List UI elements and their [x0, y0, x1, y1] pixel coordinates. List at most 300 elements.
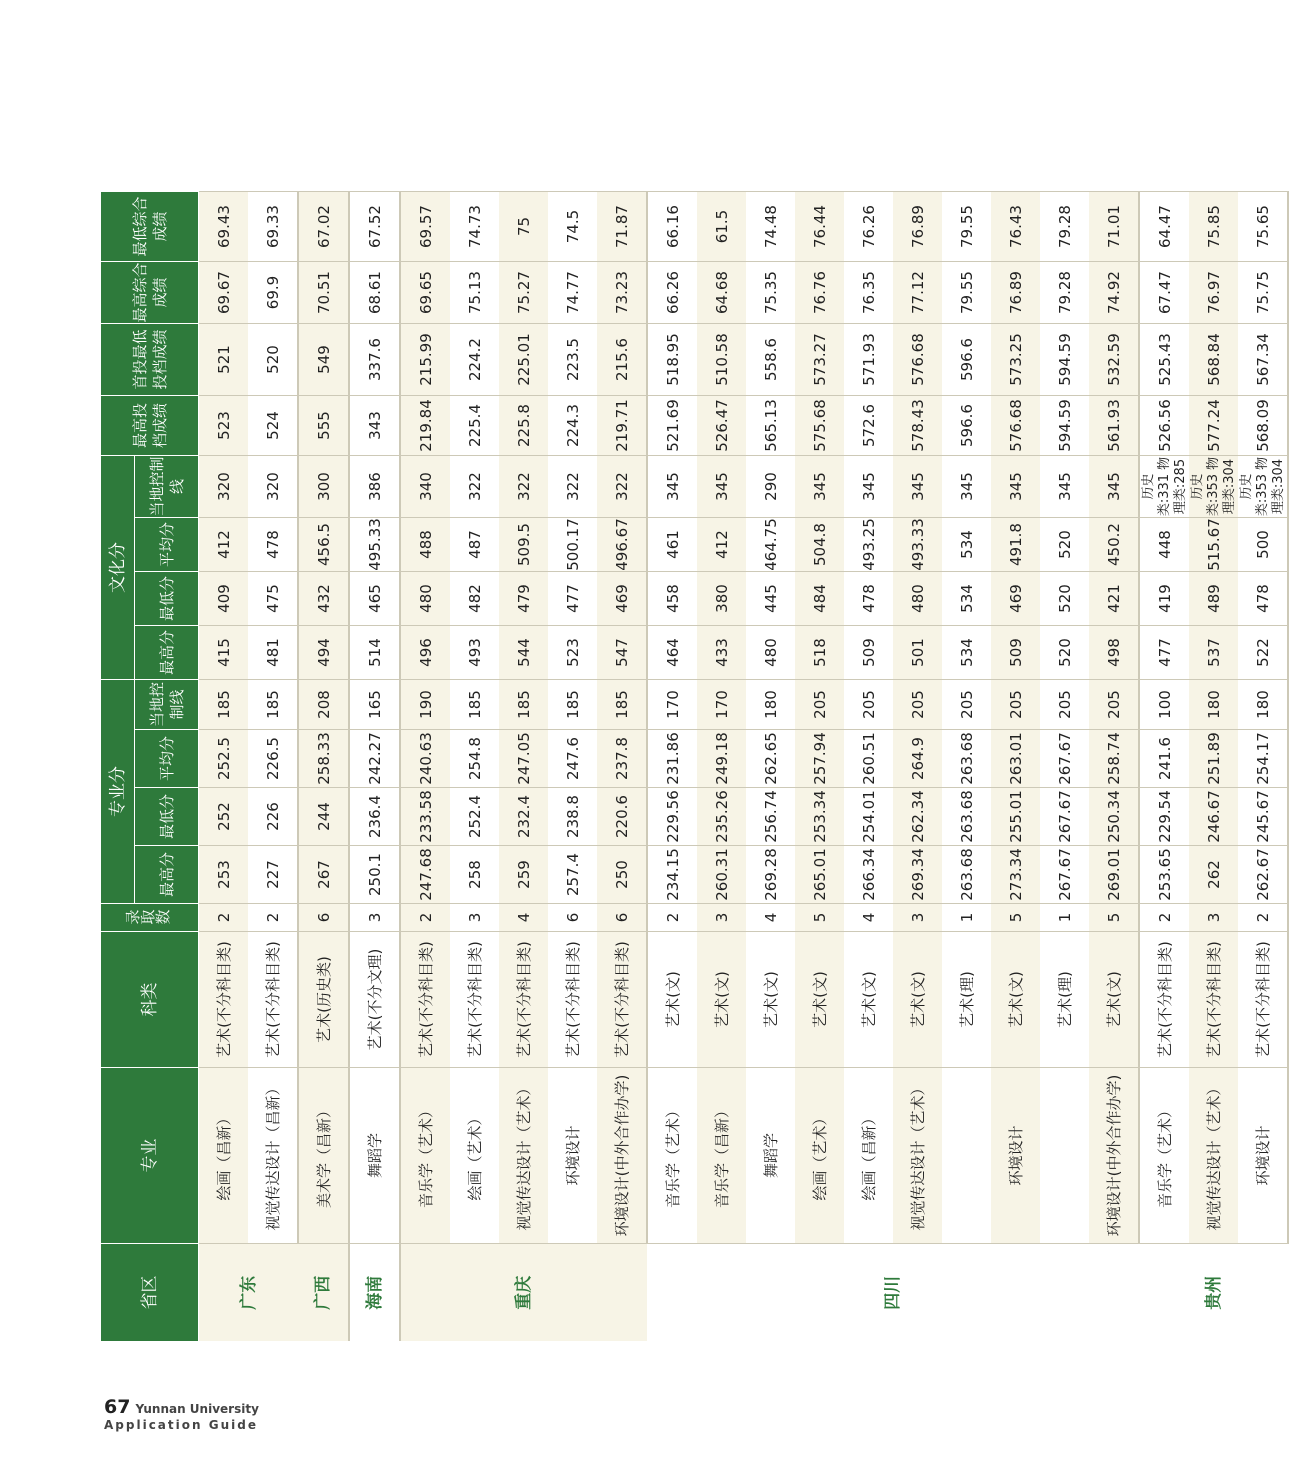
cult-max-cell: 509	[844, 626, 893, 680]
prof-avg-cell: 254.17	[1238, 730, 1288, 788]
prof-min-cell: 246.67	[1189, 788, 1238, 846]
prof-max-cell: 258	[450, 846, 499, 904]
cult-line-cell: 345	[991, 456, 1040, 518]
admitted-cell: 3	[697, 904, 746, 932]
prof-line-cell: 205	[991, 680, 1040, 730]
cult-max-cell: 537	[1189, 626, 1238, 680]
prof-min-cell: 254.01	[844, 788, 893, 846]
comp-max-cell: 68.61	[349, 262, 400, 324]
major-cell: 环境设计(中外合作办学)	[1089, 1068, 1139, 1244]
file-min-cell: 215.99	[400, 324, 450, 396]
major-cell: 舞蹈学	[349, 1068, 400, 1244]
cult-min-cell: 480	[893, 572, 942, 626]
prof-min-cell: 262.34	[893, 788, 942, 846]
prof-avg-cell: 251.89	[1189, 730, 1238, 788]
file-min-cell: 549	[298, 324, 349, 396]
admission-score-table	[100, 191, 1289, 1342]
prof-avg-cell: 263.01	[991, 730, 1040, 788]
prof-min-cell: 263.68	[942, 788, 991, 846]
comp-max-cell: 79.55	[942, 262, 991, 324]
cult-max-cell: 514	[349, 626, 400, 680]
cult-min-cell: 479	[499, 572, 548, 626]
prof-avg-cell: 242.27	[349, 730, 400, 788]
prof-min-cell: 250.34	[1089, 788, 1139, 846]
major-cell: 环境设计	[548, 1068, 597, 1244]
province-cell: 贵州	[1139, 1244, 1288, 1342]
category-cell: 艺术(文)	[1089, 932, 1139, 1068]
cult-max-cell: 496	[400, 626, 450, 680]
file-min-cell: 337.6	[349, 324, 400, 396]
comp-min-cell: 76.44	[795, 192, 844, 262]
table-row	[893, 192, 942, 1342]
table-row	[991, 192, 1040, 1342]
cult-line-cell: 320	[248, 456, 298, 518]
file-min-cell: 215.6	[597, 324, 647, 396]
cult-max-cell: 433	[697, 626, 746, 680]
prof-line-cell: 205	[844, 680, 893, 730]
cult-line-cell: 历史类:331 物理类:285	[1140, 456, 1188, 517]
prof-min-cell: 244	[298, 788, 349, 846]
file-max-cell: 575.68	[795, 396, 844, 456]
cult-avg-cell: 500	[1238, 518, 1288, 572]
cult-avg-cell: 493.25	[844, 518, 893, 572]
header-prof-max: 最高分	[135, 846, 199, 904]
comp-max-cell: 74.92	[1089, 262, 1139, 324]
prof-avg-cell: 226.5	[248, 730, 298, 788]
comp-max-cell: 74.77	[548, 262, 597, 324]
header-prof-avg: 平均分	[135, 730, 199, 788]
cult-max-cell: 501	[893, 626, 942, 680]
cult-max-cell: 523	[548, 626, 597, 680]
file-min-cell: 567.34	[1238, 324, 1288, 396]
file-max-cell: 578.43	[893, 396, 942, 456]
cult-min-cell: 409	[199, 572, 249, 626]
prof-avg-cell: 247.05	[499, 730, 548, 788]
header-category: 科类	[101, 932, 199, 1068]
cult-min-cell: 480	[400, 572, 450, 626]
footer-university: Yunnan University	[135, 1402, 259, 1416]
file-min-cell: 594.59	[1040, 324, 1089, 396]
table-row	[697, 192, 746, 1342]
major-cell: 环境设计	[1238, 1068, 1288, 1244]
file-max-cell: 343	[349, 396, 400, 456]
prof-max-cell: 273.34	[991, 846, 1040, 904]
file-min-cell: 525.43	[1139, 324, 1189, 396]
major-cell: 视觉传达设计（艺术）	[1189, 1068, 1238, 1244]
prof-min-cell: 255.01	[991, 788, 1040, 846]
comp-min-cell: 75	[499, 192, 548, 262]
prof-line-cell: 180	[746, 680, 795, 730]
major-cell: 美术学（昌新）	[298, 1068, 349, 1244]
cult-avg-cell: 412	[199, 518, 249, 572]
major-cell: 音乐学（昌新）	[697, 1068, 746, 1244]
province-cell: 海南	[349, 1244, 400, 1342]
comp-min-cell: 67.02	[298, 192, 349, 262]
comp-max-cell: 76.89	[991, 262, 1040, 324]
prof-min-cell: 226	[248, 788, 298, 846]
admitted-cell: 2	[400, 904, 450, 932]
category-cell: 艺术(不分科目类)	[1189, 932, 1238, 1068]
prof-line-cell: 205	[1040, 680, 1089, 730]
comp-max-cell: 76.35	[844, 262, 893, 324]
file-min-cell: 223.5	[548, 324, 597, 396]
prof-line-cell: 180	[1238, 680, 1288, 730]
prof-avg-cell: 264.9	[893, 730, 942, 788]
table-row	[844, 192, 893, 1342]
cult-line-cell: 345	[1040, 456, 1089, 518]
cult-line-cell: 320	[199, 456, 249, 518]
prof-min-cell: 256.74	[746, 788, 795, 846]
comp-min-cell: 69.43	[199, 192, 249, 262]
file-max-cell: 565.13	[746, 396, 795, 456]
file-min-cell: 520	[248, 324, 298, 396]
file-max-cell: 219.71	[597, 396, 647, 456]
cult-min-cell: 478	[844, 572, 893, 626]
category-cell: 艺术(历史类)	[298, 932, 349, 1068]
table-row	[795, 192, 844, 1342]
comp-min-cell: 74.73	[450, 192, 499, 262]
cult-line-cell: 322	[499, 456, 548, 518]
cult-line-cell: 345	[647, 456, 697, 518]
admitted-cell: 3	[450, 904, 499, 932]
cult-min-cell: 482	[450, 572, 499, 626]
file-min-cell: 521	[199, 324, 249, 396]
prof-line-cell: 185	[597, 680, 647, 730]
prof-avg-cell: 258.33	[298, 730, 349, 788]
comp-max-cell: 77.12	[893, 262, 942, 324]
prof-max-cell: 269.01	[1089, 846, 1139, 904]
cult-min-cell: 475	[248, 572, 298, 626]
header-prof-group: 专业分	[101, 680, 135, 904]
cult-max-cell: 518	[795, 626, 844, 680]
admitted-cell: 5	[991, 904, 1040, 932]
prof-line-cell: 185	[199, 680, 249, 730]
file-min-cell: 596.6	[942, 324, 991, 396]
header-major: 专业	[101, 1068, 199, 1244]
cult-avg-cell: 461	[647, 518, 697, 572]
prof-line-cell: 185	[450, 680, 499, 730]
cult-min-cell: 421	[1089, 572, 1139, 626]
major-cell: 视觉传达设计（艺术）	[499, 1068, 548, 1244]
prof-avg-cell: 231.86	[647, 730, 697, 788]
file-min-cell: 558.6	[746, 324, 795, 396]
prof-avg-cell: 237.8	[597, 730, 647, 788]
cult-max-cell: 547	[597, 626, 647, 680]
prof-avg-cell: 252.5	[199, 730, 249, 788]
file-min-cell: 573.25	[991, 324, 1040, 396]
header-prof-min: 最低分	[135, 788, 199, 846]
admitted-cell: 5	[1089, 904, 1139, 932]
cult-max-cell: 477	[1139, 626, 1189, 680]
comp-max-cell: 69.67	[199, 262, 249, 324]
cult-line-cell: 300	[298, 456, 349, 518]
major-cell: 舞蹈学	[746, 1068, 795, 1244]
province-cell: 广东	[199, 1244, 299, 1342]
cult-min-cell: 469	[597, 572, 647, 626]
comp-max-cell: 70.51	[298, 262, 349, 324]
prof-line-cell: 208	[298, 680, 349, 730]
comp-max-cell: 75.35	[746, 262, 795, 324]
table-row	[548, 192, 597, 1342]
prof-avg-cell: 267.67	[1040, 730, 1089, 788]
cult-min-cell: 432	[298, 572, 349, 626]
category-cell: 艺术(文)	[697, 932, 746, 1068]
prof-max-cell: 253.65	[1139, 846, 1189, 904]
admitted-cell: 1	[942, 904, 991, 932]
comp-min-cell: 71.87	[597, 192, 647, 262]
comp-min-cell: 75.85	[1189, 192, 1238, 262]
comp-min-cell: 76.43	[991, 192, 1040, 262]
category-cell: 艺术(文)	[795, 932, 844, 1068]
comp-max-cell: 69.65	[400, 262, 450, 324]
comp-min-cell: 69.57	[400, 192, 450, 262]
cult-max-cell: 493	[450, 626, 499, 680]
header-cult-min: 最低分	[135, 572, 199, 626]
prof-max-cell: 259	[499, 846, 548, 904]
cult-avg-cell: 500.17	[548, 518, 597, 572]
prof-min-cell: 235.26	[697, 788, 746, 846]
comp-min-cell: 67.52	[349, 192, 400, 262]
file-max-cell: 225.8	[499, 396, 548, 456]
table-row	[349, 192, 400, 1342]
file-max-cell: 225.4	[450, 396, 499, 456]
category-cell: 艺术(文)	[991, 932, 1040, 1068]
comp-min-cell: 76.89	[893, 192, 942, 262]
cult-avg-cell: 448	[1139, 518, 1189, 572]
file-max-cell: 526.47	[697, 396, 746, 456]
category-cell: 艺术(不分文理)	[349, 932, 400, 1068]
prof-max-cell: 262.67	[1238, 846, 1288, 904]
major-cell: 视觉传达设计（艺术）	[893, 1068, 942, 1244]
cult-line-cell: 322	[450, 456, 499, 518]
comp-min-cell: 79.55	[942, 192, 991, 262]
prof-max-cell: 253	[199, 846, 249, 904]
footer-guide: Application Guide	[104, 1418, 258, 1432]
comp-max-cell: 69.9	[248, 262, 298, 324]
file-min-cell: 510.58	[697, 324, 746, 396]
prof-min-cell: 233.58	[400, 788, 450, 846]
cult-line-cell: 345	[942, 456, 991, 518]
major-cell: 绘画（昌新）	[199, 1068, 249, 1244]
cult-avg-cell: 488	[400, 518, 450, 572]
table-row	[298, 192, 349, 1342]
cult-max-cell: 509	[991, 626, 1040, 680]
cult-line-cell: 345	[1089, 456, 1139, 518]
prof-min-cell: 229.54	[1139, 788, 1189, 846]
cult-avg-cell: 493.33	[893, 518, 942, 572]
cult-avg-cell: 495.33	[349, 518, 400, 572]
province-cell: 重庆	[400, 1244, 647, 1342]
header-culture-group: 文化分	[101, 456, 135, 680]
cult-min-cell: 469	[991, 572, 1040, 626]
page-number: 67	[104, 1396, 131, 1418]
prof-avg-cell: 254.8	[450, 730, 499, 788]
cult-avg-cell: 412	[697, 518, 746, 572]
comp-max-cell: 79.28	[1040, 262, 1089, 324]
cult-max-cell: 534	[942, 626, 991, 680]
prof-line-cell: 205	[893, 680, 942, 730]
category-cell: 艺术(不分科目类)	[1238, 932, 1288, 1068]
prof-line-cell: 190	[400, 680, 450, 730]
major-cell: 绘画（艺术）	[450, 1068, 499, 1244]
header-admitted: 录取数	[101, 904, 199, 932]
prof-line-cell: 185	[248, 680, 298, 730]
prof-min-cell: 238.8	[548, 788, 597, 846]
category-cell: 艺术(不分科目类)	[499, 932, 548, 1068]
prof-min-cell: 236.4	[349, 788, 400, 846]
table-row	[400, 192, 450, 1342]
admission-table-rotated	[100, 192, 1286, 1342]
prof-min-cell: 229.56	[647, 788, 697, 846]
cult-line-cell: 340	[400, 456, 450, 518]
prof-avg-cell: 258.74	[1089, 730, 1139, 788]
cult-max-cell: 522	[1238, 626, 1288, 680]
table-row	[647, 192, 697, 1342]
file-max-cell: 577.24	[1189, 396, 1238, 456]
major-cell: 音乐学（艺术）	[1139, 1068, 1189, 1244]
file-max-cell: 224.3	[548, 396, 597, 456]
cult-min-cell: 458	[647, 572, 697, 626]
cult-max-cell: 464	[647, 626, 697, 680]
file-max-cell: 576.68	[991, 396, 1040, 456]
cult-line-cell: 290	[746, 456, 795, 518]
major-cell: 绘画（艺术）	[795, 1068, 844, 1244]
comp-min-cell: 79.28	[1040, 192, 1089, 262]
file-max-cell: 521.69	[647, 396, 697, 456]
comp-min-cell: 64.47	[1139, 192, 1189, 262]
table-row	[746, 192, 795, 1342]
file-min-cell: 518.95	[647, 324, 697, 396]
admitted-cell: 3	[893, 904, 942, 932]
prof-min-cell: 232.4	[499, 788, 548, 846]
prof-max-cell: 257.4	[548, 846, 597, 904]
header-cult-avg: 平均分	[135, 518, 199, 572]
cult-line-cell: 345	[697, 456, 746, 518]
header-cult-line: 当地控制线	[135, 456, 199, 518]
comp-max-cell: 76.97	[1189, 262, 1238, 324]
header-comp-max: 最高综合成绩	[101, 262, 199, 324]
major-cell: 环境设计	[991, 1068, 1040, 1244]
admitted-cell: 4	[499, 904, 548, 932]
header-province: 省区	[101, 1244, 199, 1342]
cult-avg-cell: 515.67	[1189, 518, 1238, 572]
comp-min-cell: 74.5	[548, 192, 597, 262]
category-cell: 艺术(不分科目类)	[400, 932, 450, 1068]
file-max-cell: 594.59	[1040, 396, 1089, 456]
prof-avg-cell: 240.63	[400, 730, 450, 788]
prof-line-cell: 205	[942, 680, 991, 730]
cult-min-cell: 489	[1189, 572, 1238, 626]
table-row	[1040, 192, 1089, 1342]
comp-max-cell: 64.68	[697, 262, 746, 324]
comp-min-cell: 66.16	[647, 192, 697, 262]
prof-avg-cell: 247.6	[548, 730, 597, 788]
page-footer	[104, 1396, 259, 1432]
comp-min-cell: 74.48	[746, 192, 795, 262]
prof-avg-cell: 263.68	[942, 730, 991, 788]
prof-max-cell: 250.1	[349, 846, 400, 904]
cult-avg-cell: 450.2	[1089, 518, 1139, 572]
prof-max-cell: 265.01	[795, 846, 844, 904]
file-max-cell: 523	[199, 396, 249, 456]
cult-min-cell: 534	[942, 572, 991, 626]
prof-max-cell: 269.28	[746, 846, 795, 904]
prof-line-cell: 205	[795, 680, 844, 730]
header-cult-max: 最高分	[135, 626, 199, 680]
table-body	[199, 192, 1289, 1342]
admitted-cell: 2	[199, 904, 249, 932]
comp-max-cell: 75.75	[1238, 262, 1288, 324]
comp-min-cell: 61.5	[697, 192, 746, 262]
comp-min-cell: 69.33	[248, 192, 298, 262]
major-cell: 环境设计(中外合作办学)	[597, 1068, 647, 1244]
category-cell: 艺术(不分科目类)	[1139, 932, 1189, 1068]
table-row	[450, 192, 499, 1342]
table-row	[1089, 192, 1139, 1342]
cult-min-cell: 465	[349, 572, 400, 626]
prof-line-cell: 165	[349, 680, 400, 730]
cult-line-cell: 历史类:353 物理类:304	[1238, 456, 1288, 518]
prof-min-cell: 253.34	[795, 788, 844, 846]
cult-avg-cell: 520	[1040, 518, 1089, 572]
comp-max-cell: 73.23	[597, 262, 647, 324]
header-prof-line: 当地控制线	[135, 680, 199, 730]
category-cell: 艺术(文)	[893, 932, 942, 1068]
prof-max-cell: 269.34	[893, 846, 942, 904]
cult-min-cell: 477	[548, 572, 597, 626]
admitted-cell: 2	[248, 904, 298, 932]
admitted-cell: 1	[1040, 904, 1089, 932]
prof-max-cell: 267	[298, 846, 349, 904]
cult-avg-cell: 504.8	[795, 518, 844, 572]
prof-max-cell: 263.68	[942, 846, 991, 904]
prof-avg-cell: 262.65	[746, 730, 795, 788]
cult-avg-cell: 491.8	[991, 518, 1040, 572]
major-cell: 绘画（昌新）	[844, 1068, 893, 1244]
table-row	[942, 192, 991, 1342]
prof-line-cell: 205	[1089, 680, 1139, 730]
file-min-cell: 532.59	[1089, 324, 1139, 396]
admitted-cell: 2	[1139, 904, 1189, 932]
admitted-cell: 2	[647, 904, 697, 932]
header-comp-min: 最低综合成绩	[101, 192, 199, 262]
cult-max-cell: 498	[1089, 626, 1139, 680]
file-max-cell: 219.84	[400, 396, 450, 456]
cult-min-cell: 445	[746, 572, 795, 626]
file-max-cell: 561.93	[1089, 396, 1139, 456]
file-min-cell: 225.01	[499, 324, 548, 396]
category-cell: 艺术(不分科目类)	[450, 932, 499, 1068]
prof-avg-cell: 241.6	[1139, 730, 1189, 788]
category-cell: 艺术(文)	[647, 932, 697, 1068]
prof-max-cell: 234.15	[647, 846, 697, 904]
admitted-cell: 3	[349, 904, 400, 932]
cult-line-cell: 345	[893, 456, 942, 518]
cult-line-cell: 345	[795, 456, 844, 518]
category-cell: 艺术(文)	[746, 932, 795, 1068]
admitted-cell: 5	[795, 904, 844, 932]
prof-line-cell: 170	[697, 680, 746, 730]
cult-min-cell: 419	[1139, 572, 1189, 626]
cult-avg-cell: 534	[942, 518, 991, 572]
file-min-cell: 568.84	[1189, 324, 1238, 396]
major-cell: 视觉传达设计（昌新）	[248, 1068, 298, 1244]
admitted-cell: 6	[548, 904, 597, 932]
prof-max-cell: 247.68	[400, 846, 450, 904]
category-cell: 艺术(不分科目类)	[597, 932, 647, 1068]
prof-line-cell: 170	[647, 680, 697, 730]
category-cell: 艺术(不分科目类)	[199, 932, 249, 1068]
